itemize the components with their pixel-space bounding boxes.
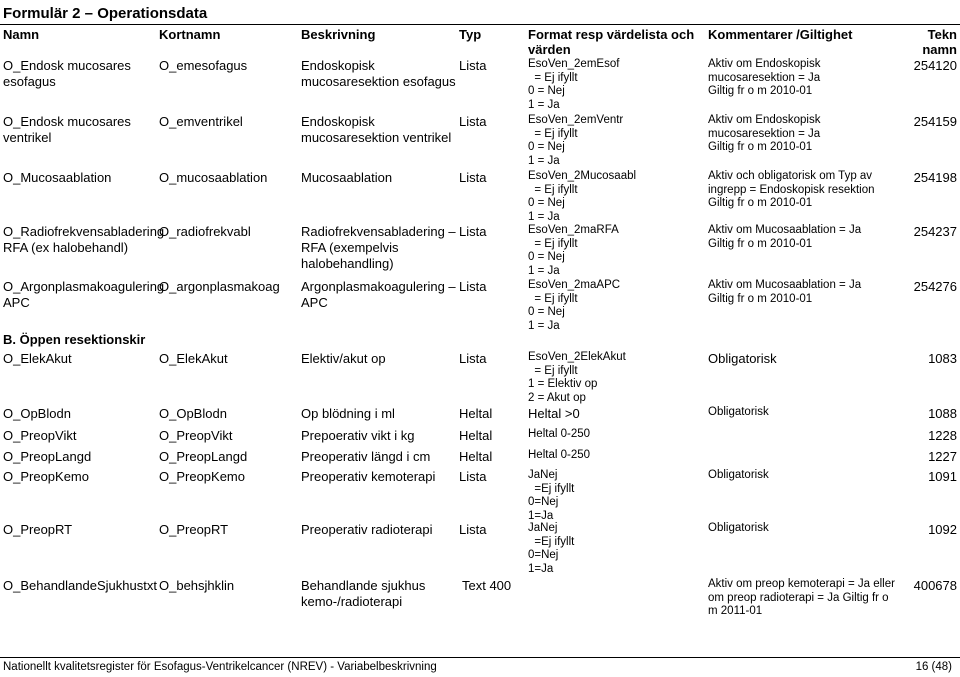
beskrivning-cell	[301, 224, 456, 272]
format-cell	[528, 469, 574, 523]
format-line: 1 = Ja	[528, 154, 560, 167]
typ-line: Heltal	[459, 406, 493, 421]
beskrivning-cell	[301, 114, 451, 146]
format-line: EsoVen_2maAPC	[528, 279, 621, 291]
format-line: = Ej ifyllt	[528, 127, 578, 140]
typ-cell	[459, 469, 486, 485]
beskrivning-line: kemo-/radioterapi	[301, 594, 403, 609]
format-cell	[528, 428, 590, 442]
beskrivning-cell	[301, 469, 435, 485]
beskrivning-cell	[301, 351, 386, 367]
namn-line: O_OpBlodn	[3, 406, 71, 421]
kommentar-line: Giltig fr o m 2010-01	[708, 85, 813, 97]
kortnamn-cell	[159, 170, 267, 186]
format-line: 0 = Nej	[528, 306, 565, 318]
format-line: 1 = Ja	[528, 210, 560, 223]
format-line: EsoVen_2emVentr	[528, 114, 624, 126]
beskrivning-line: halobehandling)	[301, 256, 394, 271]
kortnamn-line: O_ElekAkut	[159, 351, 228, 366]
header-tekn-line1: Tekn	[927, 27, 957, 42]
tekn-namn-cell: 1083	[928, 351, 957, 366]
kommentar-line: Aktiv om preop kemoterapi = Ja eller	[708, 578, 895, 590]
kortnamn-cell	[159, 224, 251, 240]
tekn-namn-cell: 400678	[913, 578, 957, 593]
format-line: EsoVen_2ElekAkut	[528, 351, 626, 363]
kortnamn-cell	[159, 279, 280, 295]
beskrivning-line: Prepoerativ vikt i kg	[301, 428, 415, 443]
beskrivning-line: Preoperativ radioterapi	[301, 522, 433, 537]
format-line: =Ej ifyllt	[528, 535, 575, 548]
tekn-namn-cell: 1088	[928, 406, 957, 421]
typ-cell	[459, 58, 486, 74]
kommentar-line: Obligatorisk	[708, 351, 777, 366]
kortnamn-line: O_behsjhklin	[159, 578, 235, 593]
kommentar-cell	[708, 578, 895, 619]
beskrivning-line: Elektiv/akut op	[301, 351, 386, 366]
kommentar-line: Obligatorisk	[708, 522, 769, 534]
format-line: =Ej ifyllt	[528, 482, 575, 495]
kortnamn-line: O_emventrikel	[159, 114, 243, 129]
namn-cell	[3, 170, 111, 186]
beskrivning-cell	[301, 578, 425, 610]
beskrivning-cell	[301, 406, 395, 422]
namn-cell	[3, 279, 164, 311]
kortnamn-line: O_argonplasmakoag	[159, 279, 280, 294]
title-divider	[0, 24, 960, 25]
namn-cell	[3, 449, 91, 465]
format-line: 0 = Nej	[528, 85, 565, 97]
typ-cell	[459, 449, 492, 465]
namn-cell	[3, 224, 164, 256]
header-tekn-line2: namn	[922, 42, 957, 57]
beskrivning-line: mucosaresektion ventrikel	[301, 130, 452, 145]
format-line: 0=Nej	[528, 549, 559, 561]
header-typ: Typ	[459, 27, 482, 42]
format-line: Heltal 0-250	[528, 428, 591, 440]
namn-cell	[3, 522, 72, 538]
header-kortnamn: Kortnamn	[159, 27, 221, 42]
kommentar-line: Giltig fr o m 2010-01	[708, 197, 813, 209]
beskrivning-cell	[301, 279, 456, 311]
beskrivning-line: Behandlande sjukhus	[301, 578, 426, 593]
format-line: 1 = Elektiv op	[528, 378, 598, 390]
format-line: = Ej ifyllt	[528, 183, 578, 196]
footer-divider	[0, 657, 960, 658]
namn-line: RFA (ex halobehandl)	[3, 240, 129, 255]
typ-line: Text 400	[462, 578, 512, 593]
kommentar-line: mucosaresektion = Ja	[708, 127, 821, 140]
typ-cell	[459, 428, 492, 444]
namn-cell	[3, 406, 71, 422]
format-cell	[528, 406, 580, 422]
kommentar-line: Aktiv om Mucosaablation = Ja	[708, 279, 862, 291]
namn-cell	[3, 114, 131, 146]
tekn-namn-cell: 1228	[928, 428, 957, 443]
format-line: 0 = Nej	[528, 197, 565, 209]
tekn-namn-cell: 254198	[913, 170, 957, 185]
beskrivning-line: Mucosaablation	[301, 170, 393, 185]
format-line: 1 = Ja	[528, 98, 560, 111]
beskrivning-line: Endoskopisk	[301, 114, 375, 129]
typ-line: Lista	[459, 351, 487, 366]
kortnamn-cell	[159, 351, 228, 367]
format-line: JaNej	[528, 522, 558, 534]
format-line: 0=Nej	[528, 496, 559, 508]
beskrivning-cell	[301, 170, 392, 186]
kortnamn-line: O_radiofrekvabl	[159, 224, 251, 239]
format-line: EsoVen_2maRFA	[528, 224, 619, 236]
namn-line: O_Endosk mucosares	[3, 114, 131, 129]
format-line: 0 = Nej	[528, 251, 565, 263]
header-kommentarer: Kommentarer /Giltighet	[708, 27, 853, 42]
typ-line: Lista	[459, 522, 487, 537]
namn-line: O_PreopLangd	[3, 449, 92, 464]
namn-line: O_Mucosaablation	[3, 170, 112, 185]
kommentar-cell	[708, 170, 875, 211]
kommentar-line: m 2011-01	[708, 605, 763, 617]
kommentar-cell	[708, 224, 861, 251]
format-line: 0 = Nej	[528, 141, 565, 153]
page-title: Formulär 2 – Operationsdata	[3, 5, 208, 22]
namn-line: O_Radiofrekvensabladering	[3, 224, 165, 239]
kommentar-line: Obligatorisk	[708, 406, 769, 418]
typ-line: Heltal	[459, 428, 493, 443]
namn-line: ventrikel	[3, 130, 52, 145]
kortnamn-cell	[159, 449, 247, 465]
header-beskrivning: Beskrivning	[301, 27, 376, 42]
typ-line: Lista	[459, 58, 487, 73]
typ-cell	[459, 279, 486, 295]
typ-cell	[459, 224, 486, 240]
format-line: JaNej	[528, 469, 558, 481]
kortnamn-cell	[159, 58, 247, 74]
tekn-namn-cell: 1091	[928, 469, 957, 484]
tekn-namn-cell: 1227	[928, 449, 957, 464]
kommentar-line: Aktiv om Endoskopisk	[708, 58, 821, 70]
beskrivning-line: APC	[301, 295, 328, 310]
format-line: = Ej ifyllt	[528, 292, 578, 305]
kommentar-line: Aktiv om Endoskopisk	[708, 114, 821, 126]
beskrivning-cell	[301, 522, 433, 538]
kommentar-line: Aktiv och obligatorisk om Typ av	[708, 170, 873, 182]
typ-cell	[459, 351, 486, 367]
kortnamn-line: O_PreopVikt	[159, 428, 233, 443]
format-line: Heltal >0	[528, 406, 580, 421]
namn-cell	[3, 351, 72, 367]
typ-cell	[459, 114, 486, 130]
beskrivning-line: Op blödning i ml	[301, 406, 395, 421]
format-cell	[528, 279, 620, 333]
kommentar-line: ingrepp = Endoskopisk resektion	[708, 183, 875, 196]
kortnamn-line: O_PreopKemo	[159, 469, 245, 484]
beskrivning-cell	[301, 58, 456, 90]
format-line: EsoVen_2Mucosaabl	[528, 170, 637, 182]
beskrivning-line: Endoskopisk	[301, 58, 375, 73]
kommentar-line: Obligatorisk	[708, 469, 769, 481]
format-line: 1 = Ja	[528, 264, 560, 277]
beskrivning-line: Radiofrekvensabladering –	[301, 224, 456, 239]
format-line: 1 = Ja	[528, 319, 560, 332]
kommentar-cell	[708, 58, 821, 99]
kortnamn-line: O_PreopRT	[159, 522, 229, 537]
format-cell	[528, 449, 590, 463]
tekn-namn-cell: 254276	[913, 279, 957, 294]
namn-cell	[3, 58, 131, 90]
header-format-line1: Format resp värdelista och	[528, 27, 695, 42]
beskrivning-line: Preoperativ kemoterapi	[301, 469, 436, 484]
beskrivning-line: RFA (exempelvis	[301, 240, 399, 255]
kommentar-cell	[708, 279, 861, 306]
format-line: 1=Ja	[528, 562, 554, 575]
kommentar-line: mucosaresektion = Ja	[708, 71, 821, 84]
format-line: = Ej ifyllt	[528, 71, 578, 84]
typ-cell	[459, 406, 492, 422]
namn-line: O_PreopRT	[3, 522, 73, 537]
typ-cell	[462, 578, 511, 594]
kommentar-line: Aktiv om Mucosaablation = Ja	[708, 224, 862, 236]
typ-line: Lista	[459, 279, 487, 294]
namn-cell	[3, 578, 157, 594]
kortnamn-cell	[159, 469, 245, 485]
kommentar-cell	[708, 469, 769, 483]
kortnamn-line: O_emesofagus	[159, 58, 248, 73]
page-number: 16 (48)	[915, 661, 952, 673]
typ-line: Lista	[459, 114, 487, 129]
kommentar-line: Giltig fr o m 2010-01	[708, 237, 813, 250]
format-cell	[528, 351, 626, 405]
tekn-namn-cell: 1092	[928, 522, 957, 537]
typ-cell	[459, 522, 486, 538]
format-line: EsoVen_2emEsof	[528, 58, 620, 70]
kortnamn-cell	[159, 428, 232, 444]
beskrivning-cell	[301, 449, 430, 465]
kortnamn-line: O_mucosaablation	[159, 170, 268, 185]
kommentar-line: om preop radioterapi = Ja Giltig fr o	[708, 591, 889, 604]
beskrivning-line: Preoperativ längd i cm	[301, 449, 431, 464]
format-line: = Ej ifyllt	[528, 237, 578, 250]
kortnamn-cell	[159, 578, 234, 594]
header-format	[528, 27, 694, 57]
kortnamn-line: O_PreopLangd	[159, 449, 248, 464]
footer-text: Nationellt kvalitetsregister för Esofagus-Ventrikelcancer (NREV) - Variabelbeskrivning	[3, 661, 437, 673]
tekn-namn-cell: 254120	[913, 58, 957, 73]
namn-line: O_ElekAkut	[3, 351, 72, 366]
typ-cell	[459, 170, 486, 186]
namn-line: O_Argonplasmakoagulering	[3, 279, 165, 294]
kommentar-cell	[708, 522, 769, 536]
tekn-namn-cell: 254159	[913, 114, 957, 129]
namn-line: O_Endosk mucosares	[3, 58, 131, 73]
typ-line: Lista	[459, 170, 487, 185]
section-heading: B. Öppen resektionskir	[3, 332, 146, 347]
typ-line: Heltal	[459, 449, 493, 464]
kortnamn-cell	[159, 406, 227, 422]
format-cell	[528, 114, 623, 168]
typ-line: Lista	[459, 469, 487, 484]
format-cell	[528, 522, 574, 576]
kommentar-cell	[708, 114, 821, 155]
header-tekn	[922, 27, 957, 57]
kommentar-cell	[708, 351, 777, 367]
kortnamn-cell	[159, 114, 243, 130]
beskrivning-line: mucosaresektion esofagus	[301, 74, 456, 89]
kortnamn-cell	[159, 522, 228, 538]
namn-line: O_PreopKemo	[3, 469, 89, 484]
format-cell	[528, 58, 619, 112]
kortnamn-line: O_OpBlodn	[159, 406, 227, 421]
format-cell	[528, 224, 619, 278]
tekn-namn-cell: 254237	[913, 224, 957, 239]
format-line: 1=Ja	[528, 509, 554, 522]
namn-line: APC	[3, 295, 30, 310]
format-line: 2 = Akut op	[528, 391, 586, 404]
kommentar-line: Giltig fr o m 2010-01	[708, 292, 813, 305]
beskrivning-line: Argonplasmakoagulering –	[301, 279, 456, 294]
namn-line: esofagus	[3, 74, 56, 89]
namn-line: O_BehandlandeSjukhustxt	[3, 578, 157, 593]
format-cell	[528, 170, 636, 224]
beskrivning-cell	[301, 428, 414, 444]
header-format-line2: värden	[528, 42, 571, 57]
kommentar-cell	[708, 406, 769, 420]
header-namn: Namn	[3, 27, 40, 42]
typ-line: Lista	[459, 224, 487, 239]
namn-cell	[3, 428, 76, 444]
format-line: = Ej ifyllt	[528, 364, 578, 377]
format-line: Heltal 0-250	[528, 449, 591, 461]
kommentar-line: Giltig fr o m 2010-01	[708, 141, 813, 153]
namn-line: O_PreopVikt	[3, 428, 77, 443]
namn-cell	[3, 469, 89, 485]
